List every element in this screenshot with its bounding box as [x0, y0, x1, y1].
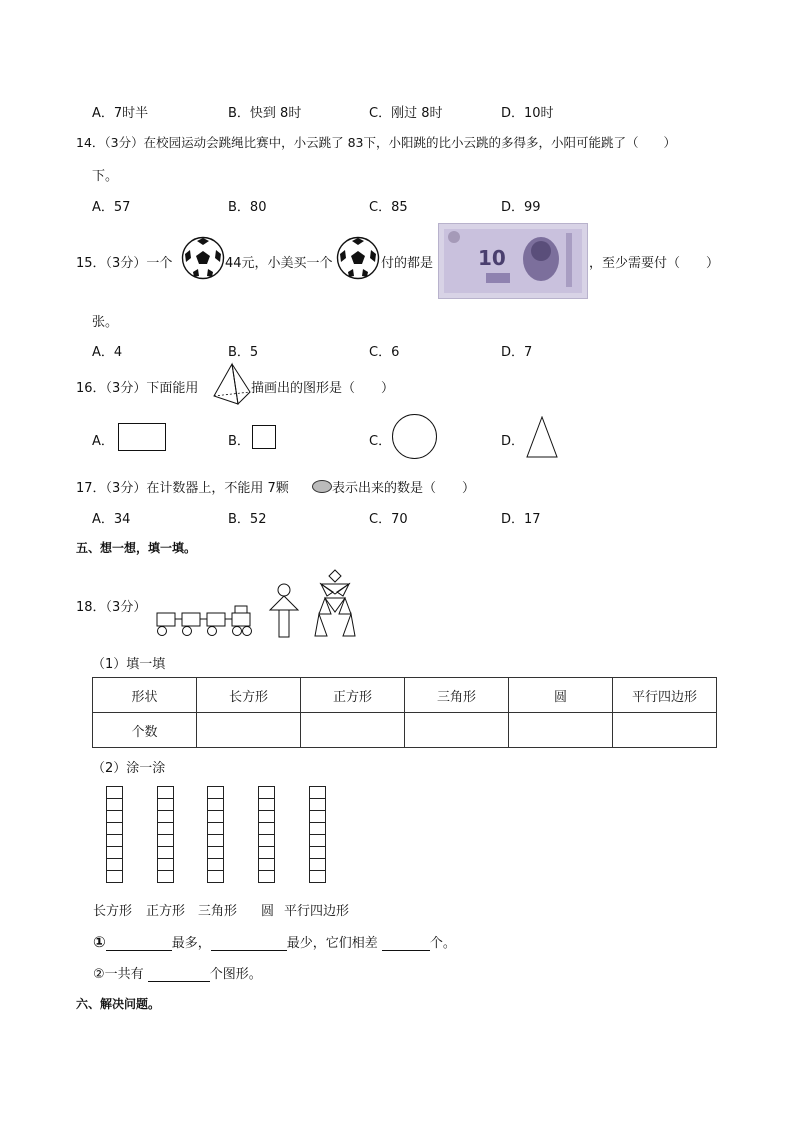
circled-one-marker: ① — [93, 933, 106, 951]
triangle-shape — [526, 416, 558, 458]
q15-text-2: 44元，小美买一个 — [225, 256, 333, 271]
q15-option-c: C．6 — [369, 345, 400, 360]
q13-option-a: A．7时半 — [92, 106, 149, 121]
coloring-column-triangle[interactable] — [207, 787, 224, 883]
q18-sub1-label: （1）填一填 — [92, 657, 166, 672]
q16-text-1: 16．（3分）下面能用 — [76, 381, 199, 396]
q17-text-2: 表示出来的数是（ ） — [332, 481, 476, 496]
table-header-row — [93, 678, 717, 713]
table-header-cell: 形状 — [93, 678, 197, 713]
bar-label: 正方形 — [146, 904, 186, 919]
count-input-cell[interactable] — [197, 713, 301, 748]
q13-option-d: D．10时 — [501, 106, 554, 121]
q17-option-b: B．52 — [228, 512, 267, 527]
fill-text: ②一共有 — [93, 967, 144, 982]
q14-question: 14．（3分）在校园运动会跳绳比赛中，小云跳了 83下，小阳跳的比小云跳的多得多，小阳可能跳了（ ） — [76, 135, 676, 150]
count-input-cell[interactable] — [405, 713, 509, 748]
bar-label: 长方形 — [93, 904, 133, 919]
q14-option-d: D．99 — [501, 200, 541, 215]
table-header-cell: 圆 — [509, 678, 613, 713]
q14-question-cont: 下。 — [92, 169, 119, 184]
soccer-ball-icon — [336, 236, 380, 280]
q16-option-a: A． — [92, 434, 114, 449]
table-row-label: 个数 — [93, 713, 197, 748]
answer-blank[interactable] — [106, 936, 172, 951]
soccer-ball-icon — [181, 236, 225, 280]
table-header-cell: 平行四边形 — [613, 678, 717, 713]
coloring-column-square[interactable] — [157, 787, 174, 883]
table-row — [93, 713, 717, 748]
q14-option-b: B．80 — [228, 200, 267, 215]
q16-option-b: B． — [228, 434, 250, 449]
q15-text-3: 付的都是 — [381, 256, 434, 271]
answer-blank[interactable] — [211, 936, 287, 951]
coloring-column-circle[interactable] — [258, 787, 275, 883]
q17-option-d: D．17 — [501, 512, 541, 527]
bar-label: 平行四边形 — [284, 904, 350, 919]
q16-text-2: 描画出的图形是（ ） — [251, 381, 395, 396]
count-input-cell[interactable] — [301, 713, 405, 748]
q13-option-b: B．快到 8时 — [228, 106, 302, 121]
q17-option-a: A．34 — [92, 512, 131, 527]
ten-yuan-banknote-icon — [438, 223, 588, 299]
table-header-cell: 长方形 — [197, 678, 301, 713]
count-input-cell[interactable] — [613, 713, 717, 748]
fill-text: 个。 — [429, 936, 456, 951]
fill-text: 最多， — [171, 936, 211, 951]
table-header-cell: 正方形 — [301, 678, 405, 713]
q14-option-a: A．57 — [92, 200, 131, 215]
q13-option-c: C．刚过 8时 — [369, 106, 443, 121]
q15-question-cont: 张。 — [92, 315, 119, 330]
q15-option-b: B．5 — [228, 345, 259, 360]
coloring-column-rectangle[interactable] — [106, 787, 123, 883]
q18-fill-line-2 — [93, 963, 262, 982]
q15-text-1: 15．（3分）一个 — [76, 256, 173, 271]
q15-option-d: D．7 — [501, 345, 533, 360]
banknote-value: 10 — [478, 246, 506, 270]
count-input-cell[interactable] — [509, 713, 613, 748]
bar-label: 三角形 — [198, 904, 238, 919]
q16-option-d: D． — [501, 434, 525, 449]
q15-text-4: ，至少需要付（ ） — [589, 256, 720, 271]
shape-composition-figure — [155, 568, 360, 640]
answer-blank[interactable] — [382, 936, 430, 951]
answer-blank[interactable] — [148, 967, 210, 982]
section-five-heading: 五、想一想，填一填。 — [76, 541, 197, 555]
triangular-pyramid-icon — [212, 362, 252, 406]
q15-option-a: A．4 — [92, 345, 123, 360]
q17-option-c: C．70 — [369, 512, 408, 527]
q18-fill-line-1 — [93, 932, 456, 951]
fill-text: 最少，它们相差 — [286, 936, 378, 951]
square-shape — [252, 425, 276, 449]
rectangle-shape — [118, 423, 166, 451]
circle-shape — [392, 414, 437, 459]
q17-text-1: 17．（3分）在计数器上，不能用 7颗 — [76, 481, 289, 496]
q16-option-c: C． — [369, 434, 392, 449]
table-header-cell: 三角形 — [405, 678, 509, 713]
q18-label: 18．（3分） — [76, 600, 147, 615]
abacus-bead-icon — [312, 480, 332, 493]
fill-text: 个图形。 — [209, 967, 262, 982]
section-six-heading: 六、解决问题。 — [76, 997, 161, 1011]
q14-option-c: C．85 — [369, 200, 408, 215]
shape-count-table — [92, 677, 717, 748]
q18-sub2-label: （2）涂一涂 — [92, 761, 166, 776]
coloring-column-parallelogram[interactable] — [309, 787, 326, 883]
bar-label: 圆 — [261, 904, 275, 919]
